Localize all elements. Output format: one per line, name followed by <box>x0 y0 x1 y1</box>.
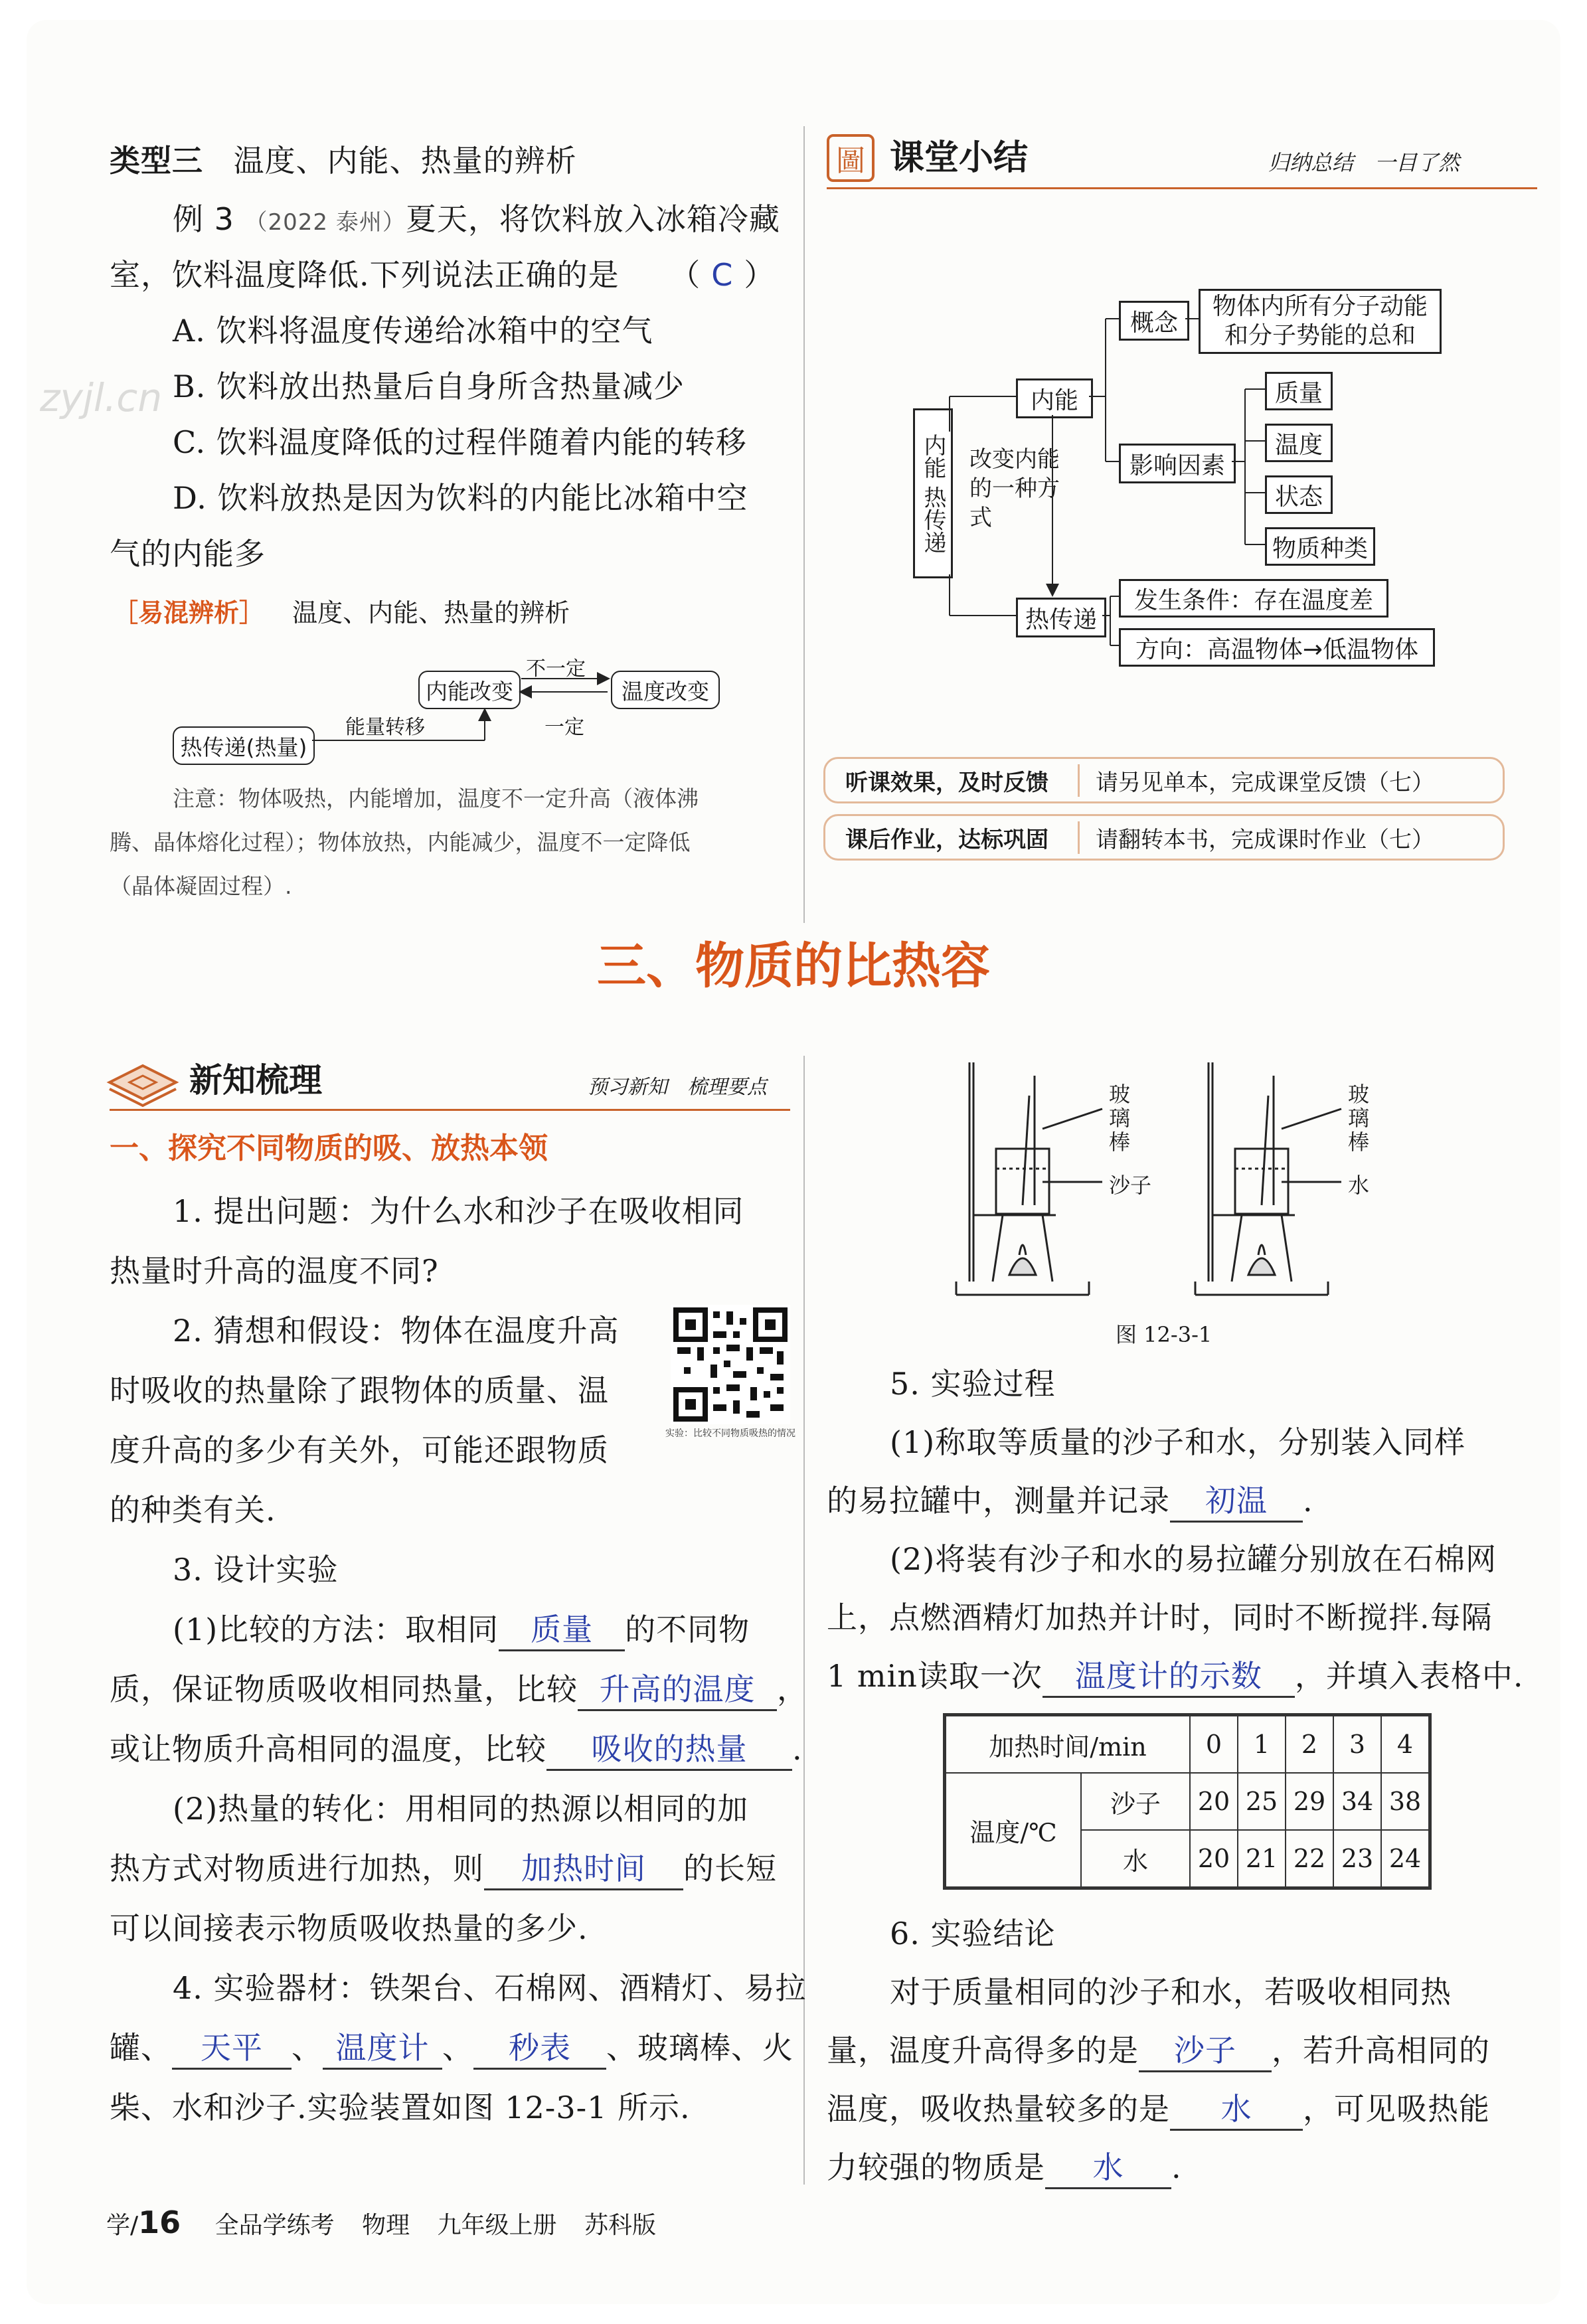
diagram-not-necessarily: 不一定 <box>526 657 586 681</box>
p4-line2-b: 、玻璃棒、火 <box>606 2030 794 2066</box>
p6-line3-b: ，可见吸热能 <box>1303 2091 1490 2127</box>
new-knowledge-title: 新知梳理 <box>189 1061 322 1100</box>
p3-line5 <box>110 1841 777 1896</box>
p5-line4: 上，点燃酒精灯加热并计时，同时不断搅拌.每隔 <box>827 1600 1493 1635</box>
option-c: C. 饮料温度降低的过程伴随着内能的转移 <box>173 424 747 460</box>
note-line3: （晶体凝固过程）. <box>110 873 292 899</box>
qr-caption: 实验：比较不同物质吸热的情况 <box>665 1428 795 1439</box>
table-cell: 23 <box>1333 1830 1381 1888</box>
type-title: 温度、内能、热量的辨析 <box>233 143 577 179</box>
table-row <box>945 1715 1430 1774</box>
example-text2: 室，饮料温度降低.下列说法正确的是 <box>110 257 620 293</box>
footer-edition: 苏科版 <box>584 2212 657 2239</box>
homework-text: 请翻转本书，完成课时作业（七） <box>1096 826 1434 853</box>
option-d: D. 饮料放热是因为饮料的内能比冰箱中空 <box>173 480 748 516</box>
summary-subtitle: 归纳总结 一目了然 <box>1268 150 1460 175</box>
option-d-cont: 气的内能多 <box>110 536 266 572</box>
p6-line4 <box>827 2139 1182 2195</box>
footer <box>106 2204 656 2240</box>
option-b: B. 饮料放出热量后自身所含热量减少 <box>173 369 685 404</box>
p6-heading: 6. 实验结论 <box>890 1916 1056 1951</box>
p4-sep2: 、 <box>442 2030 473 2066</box>
new-knowledge-subtitle: 预习新知 梳理要点 <box>588 1076 767 1099</box>
table-cell: 20 <box>1190 1773 1238 1830</box>
note-line1: 注意：物体吸热，内能增加，温度不一定升高（液体沸 <box>173 786 699 811</box>
table-cell: 1 <box>1238 1715 1286 1774</box>
p5-line2-a: 的易拉罐中，测量并记录 <box>827 1483 1170 1519</box>
diagram-internal-change: 内能改变 <box>418 671 521 709</box>
blank-absorbed-heat[interactable]: 吸收的热量 <box>546 1729 792 1771</box>
blank-water-2[interactable]: 水 <box>1045 2147 1171 2189</box>
table-header-time: 加热时间/min <box>945 1715 1191 1774</box>
answer-paren-close: ） <box>744 257 776 293</box>
p3-line1-b: 的不同物 <box>625 1612 750 1647</box>
p6-line1: 对于质量相同的沙子和水，若吸收相同热 <box>890 1974 1452 2010</box>
example-line1 <box>173 191 780 250</box>
p5-line5 <box>827 1648 1523 1704</box>
p5-heading: 5. 实验过程 <box>890 1366 1056 1402</box>
watermark: zyjl.cn <box>40 375 163 420</box>
p5-line3: (2)将装有沙子和水的易拉罐分别放在石棉网 <box>890 1541 1497 1577</box>
answer-paren-open: （ <box>669 257 701 293</box>
table-cell: 20 <box>1190 1830 1238 1888</box>
factor-kind: 物质种类 <box>1265 527 1375 566</box>
fig-caption: 图 12-3-1 <box>1116 1322 1212 1347</box>
fig-label-glass-rod-1: 玻璃棒 <box>1109 1082 1131 1155</box>
homework-row <box>823 814 1505 861</box>
map-side-label: 内能 热传递 <box>913 408 953 578</box>
p4-line2 <box>110 2020 794 2076</box>
p3-line3-b: . <box>792 1731 803 1767</box>
blank-temp-rise[interactable]: 升高的温度 <box>578 1669 777 1711</box>
p3-line2-a: 质，保证物质吸收相同热量，比较 <box>110 1671 578 1707</box>
blank-mass[interactable]: 质量 <box>499 1610 625 1651</box>
p5-line5-a: 1 min读取一次 <box>827 1658 1043 1694</box>
table-cell: 4 <box>1381 1715 1430 1774</box>
p3-line2 <box>110 1661 808 1717</box>
p3-line6: 可以间接表示物质吸收热量的多少. <box>110 1910 588 1946</box>
table-sand-label: 沙子 <box>1081 1773 1190 1830</box>
table-cell: 24 <box>1381 1830 1430 1888</box>
confusion-tag: ［易混辨析］ <box>113 598 265 627</box>
table-water-label: 水 <box>1081 1830 1190 1888</box>
summary-rule <box>827 187 1537 189</box>
type-label: 类型三 <box>110 143 203 179</box>
feedback-label: 听课效果，及时反馈 <box>825 764 1080 797</box>
option-a: A. 饮料将温度传递给冰箱中的空气 <box>173 313 653 349</box>
map-node-concept: 概念 <box>1119 301 1189 341</box>
footer-grade: 九年级上册 <box>437 2212 557 2239</box>
type-heading <box>110 133 577 189</box>
fig-label-water: 水 <box>1348 1173 1370 1198</box>
map-connectors <box>943 312 1275 657</box>
diagram-arrows <box>305 664 624 750</box>
map-condition: 发生条件：存在温度差 <box>1119 579 1388 618</box>
example-text: 夏天，将饮料放入冰箱冷藏 <box>405 201 780 237</box>
example-source: （2022 泰州） <box>244 209 406 236</box>
p6-line4-b: . <box>1171 2149 1182 2185</box>
p6-line3-a: 温度，吸收热量较多的是 <box>827 2091 1170 2127</box>
table-cell: 3 <box>1333 1715 1381 1774</box>
table-cell: 2 <box>1286 1715 1333 1774</box>
table-temp-label: 温度/℃ <box>945 1773 1082 1888</box>
homework-label: 课后作业，达标巩固 <box>825 821 1080 854</box>
footer-book: 全品学练考 <box>214 2212 335 2239</box>
p3-line4: (2)热量的转化：用相同的热源以相同的加 <box>173 1791 749 1827</box>
table-cell: 21 <box>1238 1830 1286 1888</box>
p6-line3 <box>827 2081 1490 2137</box>
section-title: 三、物质的比热容 <box>597 938 990 995</box>
factor-mass: 质量 <box>1265 372 1333 410</box>
example-line2 <box>110 247 775 303</box>
blank-sand[interactable]: 沙子 <box>1139 2031 1272 2072</box>
blank-balance[interactable]: 天平 <box>172 2028 292 2070</box>
p3-line3-a: 或让物质升高相同的温度，比较 <box>110 1731 546 1767</box>
p5-line2-b: . <box>1303 1483 1313 1519</box>
heading-1: 一、探究不同物质的吸、放热本领 <box>110 1131 548 1165</box>
map-middle-label: 改变内能的一种方式 <box>969 446 1060 531</box>
map-node-factors: 影响因素 <box>1119 444 1236 483</box>
new-knowledge-rule <box>110 1109 790 1111</box>
fig-label-glass-rod-2: 玻璃棒 <box>1348 1082 1370 1155</box>
p2-line3: 度升高的多少有关外，可能还跟物质 <box>110 1432 609 1468</box>
p2-line2: 时吸收的热量除了跟物体的质量、温 <box>110 1372 609 1408</box>
map-concept-text2: 和分子势能的总和 <box>1224 322 1416 349</box>
diagram-temp-change: 温度改变 <box>611 671 720 709</box>
column-divider-top <box>803 126 805 923</box>
page <box>27 20 1560 2304</box>
table-cell: 0 <box>1190 1715 1238 1774</box>
p3-line5-b: 的长短 <box>683 1851 777 1886</box>
factor-temp: 温度 <box>1265 424 1333 462</box>
p5-line2 <box>827 1473 1313 1529</box>
footer-subject: 物理 <box>362 2212 410 2239</box>
answer: C <box>711 257 734 293</box>
p4-sep1: 、 <box>292 2030 323 2066</box>
p5-line5-b: ，并填入表格中. <box>1294 1658 1524 1694</box>
note-line2: 腾、晶体熔化过程）；物体放热，内能减少，温度不一定降低 <box>110 829 691 855</box>
feedback-text: 请另见单本，完成课堂反馈（七） <box>1096 769 1434 796</box>
p3-line3 <box>110 1721 803 1777</box>
diagram-energy-transfer: 能量转移 <box>345 716 425 739</box>
table-cell: 38 <box>1381 1773 1430 1830</box>
p2-line1: 2. 猜想和假设：物体在温度升高 <box>173 1313 620 1349</box>
summary-icon: 圖 <box>827 134 875 182</box>
table-cell: 29 <box>1286 1773 1333 1830</box>
p5-line1: (1)称取等质量的沙子和水，分别装入同样 <box>890 1424 1466 1460</box>
p6-line4-a: 力较强的物质是 <box>827 2149 1045 2185</box>
table-cell: 34 <box>1333 1773 1381 1830</box>
blank-stopwatch[interactable]: 秒表 <box>473 2028 606 2070</box>
p6-line2-b: ，若升高相同的 <box>1272 2033 1490 2068</box>
feedback-row <box>823 757 1505 803</box>
p2-line4: 的种类有关. <box>110 1492 276 1528</box>
table-cell: 22 <box>1286 1830 1333 1888</box>
factor-state: 状态 <box>1265 475 1333 514</box>
blank-water-1[interactable]: 水 <box>1170 2089 1303 2131</box>
confusion-heading <box>113 592 570 629</box>
qr-code[interactable] <box>671 1305 790 1424</box>
p4-line1: 4. 实验器材：铁架台、石棉网、酒精灯、易拉 <box>173 1970 807 2006</box>
blank-heating-time[interactable]: 加热时间 <box>484 1849 683 1890</box>
p4-line3: 柴、水和沙子.实验装置如图 12-3-1 所示. <box>110 2090 691 2125</box>
p3-line5-a: 热方式对物质进行加热，则 <box>110 1851 484 1886</box>
blank-thermometer[interactable]: 温度计 <box>323 2028 442 2070</box>
map-concept-text1: 物体内所有分子动能 <box>1212 293 1428 320</box>
example-label: 例 3 <box>173 201 234 237</box>
table-cell: 25 <box>1238 1773 1286 1830</box>
diagram-necessarily: 一定 <box>544 716 584 739</box>
book-stack-icon <box>106 1056 179 1109</box>
p6-line2 <box>827 2023 1490 2078</box>
p3-heading: 3. 设计实验 <box>173 1552 339 1588</box>
p4-line2-a: 罐、 <box>110 2030 172 2066</box>
fig-label-sand: 沙子 <box>1109 1173 1152 1198</box>
map-node-neineng: 内能 <box>1016 378 1093 418</box>
p1-line2: 热量时升高的温度不同? <box>110 1253 439 1289</box>
p3-line1-a: (1)比较的方法：取相同 <box>173 1612 499 1647</box>
map-direction: 方向：高温物体→低温物体 <box>1119 628 1435 667</box>
confusion-title: 温度、内能、热量的辨析 <box>292 598 570 627</box>
data-table <box>943 1713 1432 1890</box>
summary-title: 课堂小结 <box>890 138 1029 178</box>
p3-line2-b: ， <box>777 1671 808 1707</box>
p3-line1 <box>173 1602 750 1657</box>
blank-initial-temp[interactable]: 初温 <box>1170 1481 1303 1523</box>
page-number: 16 <box>138 2204 181 2240</box>
blank-thermometer-reading[interactable]: 温度计的示数 <box>1043 1656 1295 1698</box>
diagram-heat-transfer: 热传递(热量) <box>173 726 315 765</box>
table-row <box>945 1773 1430 1830</box>
footer-subject-mark: 学/ <box>106 2212 139 2239</box>
p6-line2-a: 量，温度升高得多的是 <box>827 2033 1139 2068</box>
map-node-heat: 热传递 <box>1016 598 1106 637</box>
p1-line1: 1. 提出问题：为什么水和沙子在吸收相同 <box>173 1193 744 1229</box>
